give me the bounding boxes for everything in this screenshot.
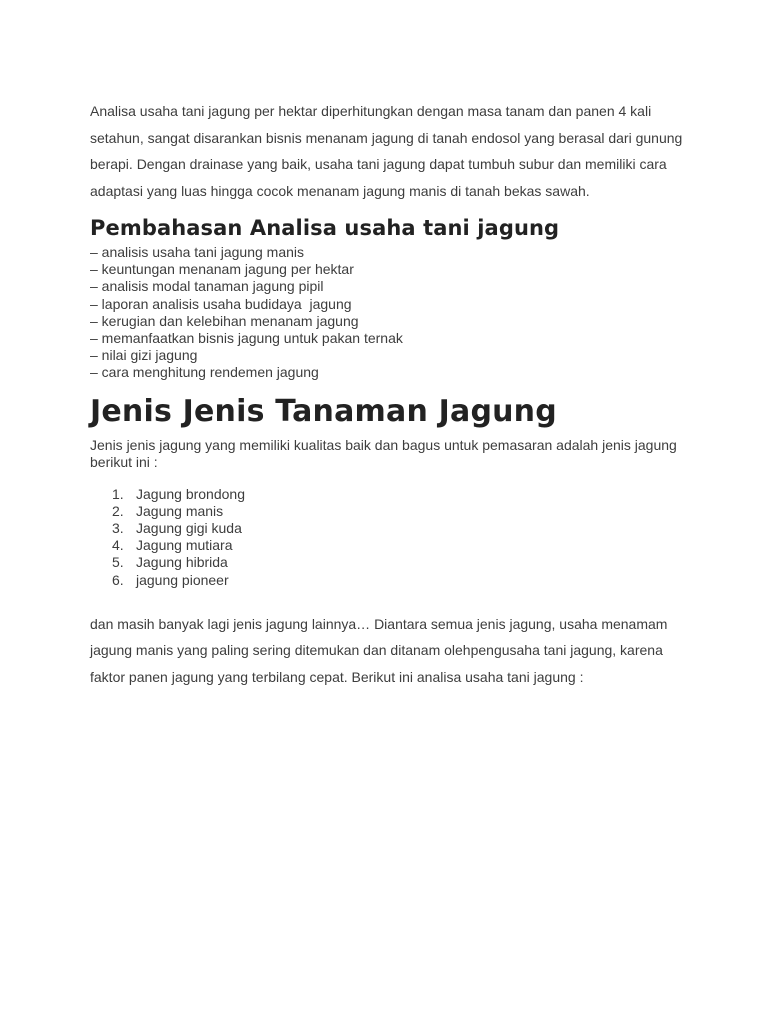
list-item: – cara menghitung rendemen jagung — [90, 364, 319, 381]
intro-paragraph: Analisa usaha tani jagung per hektar diperhitungkan dengan masa tanam dan panen 4 kali setahun, sangat disarankan bisnis menanam jagung di tanah endosol yang berasal dari gunung berapi. Dengan drainase yang baik, usaha tani jagung dapat tumbuh subur dan memiliki cara adaptasi yang luas hingga cocok menanam jagung manis di tanah bekas sawah. — [90, 103, 683, 199]
list-item — [112, 520, 690, 537]
list-label: Jagung manis — [136, 502, 224, 519]
list-number: 5. — [112, 554, 124, 571]
list-number: 6. — [112, 571, 124, 588]
list-number: 3. — [112, 520, 124, 537]
list-label: Jagung brondong — [136, 485, 245, 502]
document-page — [90, 98, 690, 690]
list-item: – nilai gizi jagung — [90, 347, 198, 364]
list-item: – kerugian dan kelebihan menanam jagung — [90, 312, 359, 329]
list-label: Jagung gigi kuda — [136, 520, 242, 537]
list-item — [112, 502, 690, 520]
topic-list — [90, 244, 690, 382]
list-number: 4. — [112, 537, 124, 554]
list-item — [112, 485, 690, 503]
section-heading-pembahasan: Pembahasan Analisa usaha tani jagung — [90, 216, 560, 240]
list-item: – keuntungan menanam jagung per hektar — [90, 261, 354, 278]
list-item: – analisis modal tanaman jagung pipil — [90, 278, 324, 295]
list-item: – analisis usaha tani jagung manis — [90, 244, 305, 260]
list-number: 1. — [112, 485, 124, 502]
list-label: Jagung hibrida — [136, 554, 228, 571]
list-number: 2. — [112, 502, 124, 519]
corn-types-list — [90, 486, 690, 589]
list-label: jagung pioneer — [136, 571, 229, 588]
section-heading-jenis: Jenis Jenis Tanaman Jagung — [90, 393, 557, 429]
list-item — [112, 554, 690, 571]
list-item: – memanfaatkan bisnis jagung untuk pakan ternak — [90, 330, 403, 347]
jenis-intro-paragraph: Jenis jenis jagung yang memiliki kualitas baik dan bagus untuk pemasaran adalah jenis jagung berikut ini : — [90, 436, 677, 470]
list-item: – laporan analisis usaha budidaya jagung — [90, 295, 352, 312]
closing-paragraph: dan masih banyak lagi jenis jagung lainnya… Diantara semua jenis jagung, usaha menamam jagung manis yang paling sering ditemukan dan ditanam olehpengusaha tani jagung, karena faktor panen jagung yang terbilang cepat. Berikut ini analisa usaha tani jagung : — [90, 615, 668, 685]
list-label: Jagung mutiara — [136, 537, 233, 554]
list-item — [112, 571, 690, 589]
list-item — [112, 537, 690, 554]
